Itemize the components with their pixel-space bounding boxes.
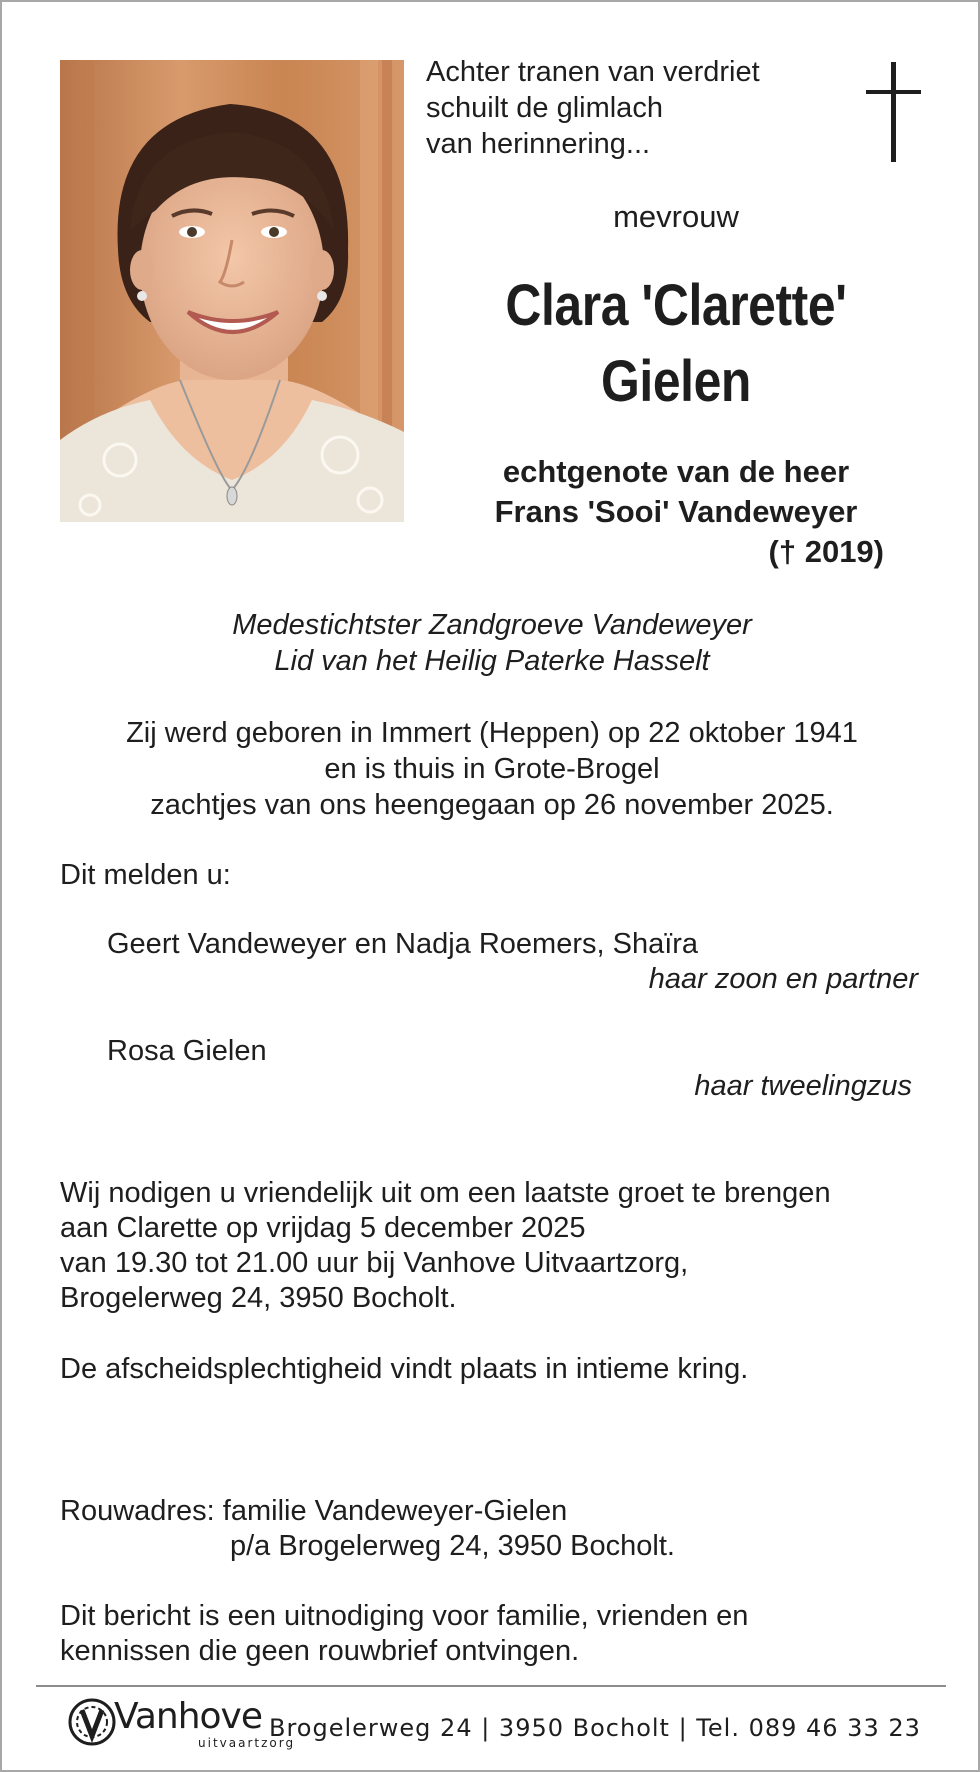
portrait-photo	[60, 60, 404, 522]
birth-death	[42, 715, 942, 823]
relative-role: haar zoon en partner	[648, 963, 918, 995]
birth-death-line: Zij werd geboren in Immert (Heppen) op 22 oktober 1941	[126, 717, 858, 749]
deceased-name	[458, 268, 895, 420]
logo-subtitle: uitvaartzorg	[198, 1736, 296, 1750]
notice-line: Dit bericht is een uitnodiging voor familie, vrienden en	[60, 1600, 749, 1632]
funeral-home-logo	[66, 1696, 296, 1752]
birth-death-line: en is thuis in Grote-Brogel	[324, 753, 660, 785]
invitation-line: Brogelerweg 24, 3950 Bocholt.	[60, 1282, 457, 1314]
spouse-info	[422, 452, 930, 532]
footer-contact: Brogelerweg 24 | 3950 Bocholt | Tel. 089 46 33 23	[269, 1714, 921, 1742]
invitation-line: van 19.30 tot 21.00 uur bij Vanhove Uitvaartzorg,	[60, 1247, 689, 1279]
role-line: Lid van het Heilig Paterke Hasselt	[274, 645, 710, 677]
latin-cross-icon	[864, 62, 924, 162]
title-prefix: mevrouw	[613, 199, 739, 234]
relative-name: Rosa Gielen	[107, 1035, 267, 1067]
notice-line: kennissen die geen rouwbrief ontvingen.	[60, 1635, 580, 1667]
relative-role: haar tweelingzus	[694, 1070, 912, 1102]
invitation-line: aan Clarette op vrijdag 5 december 2025	[60, 1212, 586, 1244]
poem-line: Achter tranen van verdriet	[426, 56, 760, 88]
relative-name: Geert Vandeweyer en Nadja Roemers, Shaïra	[107, 928, 699, 960]
opening-poem	[426, 54, 760, 162]
logo-name: Vanhove	[114, 1696, 263, 1737]
ceremony-note: De afscheidsplechtigheid vindt plaats in intieme kring.	[60, 1353, 749, 1385]
portrait-illustration	[60, 60, 404, 522]
invitation-line: Wij nodigen u vriendelijk uit om een laatste groet te brengen	[60, 1177, 831, 1209]
roles	[42, 607, 942, 679]
poem-line: van herinnering...	[426, 128, 651, 160]
vanhove-logo-mark	[66, 1696, 118, 1748]
spouse-line: echtgenote van de heer	[502, 454, 850, 489]
birth-death-line: zachtjes van ons heengegaan op 26 november 2025.	[150, 789, 834, 821]
notice	[60, 1599, 748, 1669]
announce-intro: Dit melden u:	[60, 859, 231, 891]
spouse-line: Frans 'Sooi' Vandeweyer	[494, 494, 858, 529]
mourning-address-line: p/a Brogelerweg 24, 3950 Bocholt.	[230, 1530, 675, 1562]
role-line: Medestichtster Zandgroeve Vandeweyer	[232, 609, 752, 641]
poem-line: schuilt de glimlach	[426, 92, 663, 124]
name-line: Clara 'Clarette'	[505, 273, 847, 338]
name-line: Gielen	[601, 349, 751, 414]
invitation	[60, 1176, 831, 1316]
mourning-address-line: Rouwadres: familie Vandeweyer-Gielen	[60, 1495, 568, 1527]
footer-divider	[36, 1685, 946, 1687]
spouse-death-year: († 2019)	[768, 534, 884, 569]
